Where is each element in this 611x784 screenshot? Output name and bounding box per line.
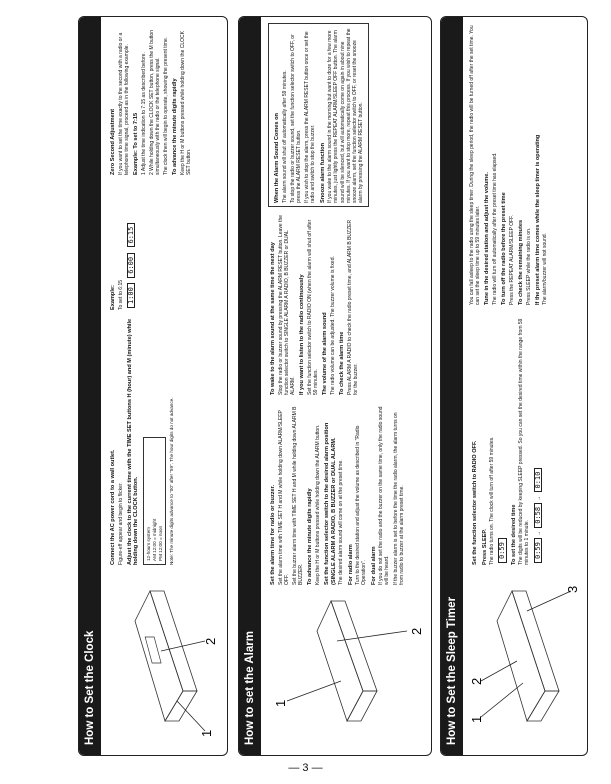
alarm-s1-b: Set the buzzer alarm time with TIME SET H and M while holding down ALARM B BUZZER.	[292, 406, 305, 585]
alarm-s2: Set the function selector switch to the desired alarm position (SINGLE ALARM A RADIO, B BUZZER or DUAL ALARM.	[324, 422, 337, 585]
clock-panel	[78, 16, 228, 756]
sleep-intro: You can fall asleep to the radio using the sleep timer. During the sleep period, the radio will be turned off after the set time. You can set the sleep time up to 59 minutes later.	[469, 25, 482, 305]
clock-zs3: The clock then will begin to operate, showing the present time.	[163, 36, 170, 175]
sleep-lcd-c: 0:58	[534, 503, 542, 528]
clock-box-row1: 12-hours system	[145, 527, 151, 561]
alarm-s1-d: Keep the H or M buttons pressed while holding down the ALARM button.	[315, 424, 321, 585]
clock-hour-system-box	[143, 437, 166, 565]
alarm-b2: To stop the radio or buzzer sound, set the function selector switch to OFF, or press the ALARM RESET button.	[289, 34, 302, 203]
sleep-check-title: To check the remaining minutes	[518, 219, 524, 305]
sleep-check-text: Press SLEEP while the radio is on.	[525, 227, 532, 305]
clock-zs2: 2 While holding down the CLOCK SET button, press the M button simultaneously with the radio or the telephone signal.	[148, 30, 161, 175]
alarm-s1-c: To advance the minute digits rapidly	[307, 488, 314, 585]
clock-example-label: Example:	[110, 285, 116, 310]
sleep-lcd-sequence: 0:59→ 0:58→ 0:10	[533, 315, 543, 565]
sleep-pre-title: If the preset alarm time comes while the sleep timer is operating	[534, 134, 541, 305]
clock-lcd-1: 1:00	[127, 283, 135, 308]
alarm-dual-text2: If the buzzer alarm is set to before the time the radio alarm, the alarm turns on from radio to buzzer at the alarm preset time.	[392, 412, 405, 585]
sleep-title: How to Set the Sleep Timer	[441, 17, 463, 755]
clock-box-row3: PM 12:00 = noon	[157, 525, 163, 561]
alarm-sound-box	[268, 23, 369, 207]
clock-example-text: To set to 6:15	[117, 279, 124, 310]
sleep-lcd-a: 0:59	[498, 538, 506, 563]
alarm-snooze-text: If you wake to the alarm sound in the morning but want to doze for a few more minutes, just lightly press the REPEAT ALARM/SLEEP OFF button. The alarm sound will be silenced, but will automatically come on again in about nine minutes. If you want to stop more, repeat this process. If you wish to repeat the snooze alarm, set the function selector switch to OFF, or reset the snooze alarm by pressing the ALARM RESET button.	[327, 28, 365, 203]
alarm-check-title: To check the alarm time	[339, 331, 345, 395]
sleep-s1: Set the function selector switch to RADIO OFF.	[472, 440, 478, 565]
alarm-s1-text: Set the alarm time with TIME SET H and M while holding down ALARM/SLEEP OFF.	[277, 410, 290, 585]
sleep-callout-1: 1	[469, 715, 484, 723]
alarm-device-illustration	[267, 591, 427, 741]
alarm-s1: Set the alarm time for radio or buzzer.	[270, 484, 276, 585]
alarm-listen-text: Set the function selector switch to RADIO ON (when the alarm will shut off after 59 minutes.	[306, 219, 319, 395]
alarm-dual-title: For dual alarm	[370, 546, 377, 585]
clock-lcd-2: 6:00	[127, 253, 135, 278]
clock-zs1: 1 Adjust the time indication to 7:15 as described before.	[140, 52, 147, 175]
clock-lcd-3: 6:15	[127, 223, 135, 248]
sleep-off-title: To turn off the radio before the preset time	[501, 192, 508, 305]
sleep-s2-text: The radio turns on. The clock will turn off after 59 minutes.	[489, 436, 496, 565]
clock-adv-title: To advance the minute digits rapidly	[172, 78, 179, 175]
alarm-vol-text: The radio volume can be adjusted. The buzzer volume is fixed.	[329, 256, 336, 395]
clock-device-illustration	[105, 571, 218, 741]
clock-step2: Adjust the clock to the current time with the TIME SET buttons H (hour) and M (minute) while holding down the CLOCK button.	[126, 318, 140, 565]
alarm-snooze-title: Snooze alarm function	[319, 143, 326, 203]
clock-example2: Example: To set to 7:15	[133, 112, 139, 175]
alarm-b1: The alarm sound will shut off automatically after 59 minutes.	[281, 70, 288, 203]
clock-callout-1: 1	[199, 729, 214, 737]
clock-callout-2: 2	[203, 637, 218, 645]
sleep-s2: Press SLEEP.	[481, 529, 488, 565]
alarm-s2-text: The desired alarm sound will come on at the preset time.	[338, 459, 345, 585]
clock-step1: Connect the AC power cord to a wall outlet.	[110, 449, 116, 565]
sleep-s3: Tune in the desired station and adjust the volume.	[484, 172, 491, 305]
sleep-pre-text: The alarm/buzzer will not sound.	[542, 233, 549, 305]
alarm-callout-2: 2	[409, 627, 424, 635]
alarm-vol-title: The volume of the alarm sound	[322, 312, 329, 395]
clock-adv-text: Keep the H or M buttons pressed while holding down the CLOCK SET button.	[180, 31, 193, 175]
sleep-off-text: Press the REPEAT ALARM/SLEEP OFF.	[508, 214, 515, 305]
alarm-b3: If you wish to stop the alarm, press the ALARM RESET button once or set the radio and switch to stop the buzzer.	[304, 31, 317, 203]
sleep-callout-2: 2	[469, 677, 484, 685]
alarm-again-text: Stop the radio or buzzer sound by pressing the ALARM RESET button. Leave the function selector switch to SINGLE ALARM A RADIO, B BUZZER or DUAL ALARM.	[277, 214, 296, 395]
page-number: — 3 —	[288, 762, 323, 774]
alarm-again-title: To wake to the alarm sound at the same time the next day	[270, 242, 276, 395]
sleep-device-illustration	[467, 571, 579, 741]
sleep-s3-text: The radio will turn off automatically after the preset time has elapsed.	[492, 152, 498, 305]
clock-zero-title: Zero Second Adjustment	[110, 109, 116, 175]
clock-zero-text: If you want to set the time exactly to the second with a radio or a telephone time signal, proceed as in the following example.	[117, 32, 130, 175]
clock-box-row2: AM 12:00 = midnight	[151, 518, 157, 561]
clock-title: How to Set the Clock	[79, 17, 101, 755]
alarm-radio-text: Turn to the desired station and adjust the volume as described in "Radio Operation".	[355, 425, 368, 585]
alarm-panel	[238, 16, 432, 756]
alarm-listen-title: If you want to listen to the radio continuously	[299, 274, 306, 395]
clock-step1-text: Figure-eff appear and begin to flicker.	[117, 482, 124, 565]
alarm-callout-1: 1	[273, 699, 288, 707]
alarm-box-title: When the Alarm Sound Comes on	[274, 113, 280, 203]
sleep-lcd-b: 0:59	[534, 538, 542, 563]
sleep-lcd-d: 0:10	[534, 468, 542, 493]
clock-note: Note: The minute digits advance to "00" after "59". The hour digits do not advance.	[169, 397, 175, 565]
sleep-set-text: The digits will be reduced by keeping SLEEP pressed. So you can set the desired time within the range from 59 minutes to 1 minute.	[518, 318, 531, 565]
sleep-panel	[440, 16, 588, 756]
alarm-title: How to set the Alarm	[239, 17, 261, 755]
sleep-set-title: To set the desired time	[510, 504, 517, 565]
sleep-callout-3: 3	[565, 585, 580, 593]
alarm-check-text: Press ALARM A RADIO to check the radio preset time, and ALARM B BUZZER for the buzzer.	[346, 219, 359, 395]
alarm-radio-title: For radio alarm	[347, 544, 354, 585]
alarm-dual-text: If you do not set the radio and the buzzer on the same time, only the radio sound will be heard.	[378, 406, 391, 585]
